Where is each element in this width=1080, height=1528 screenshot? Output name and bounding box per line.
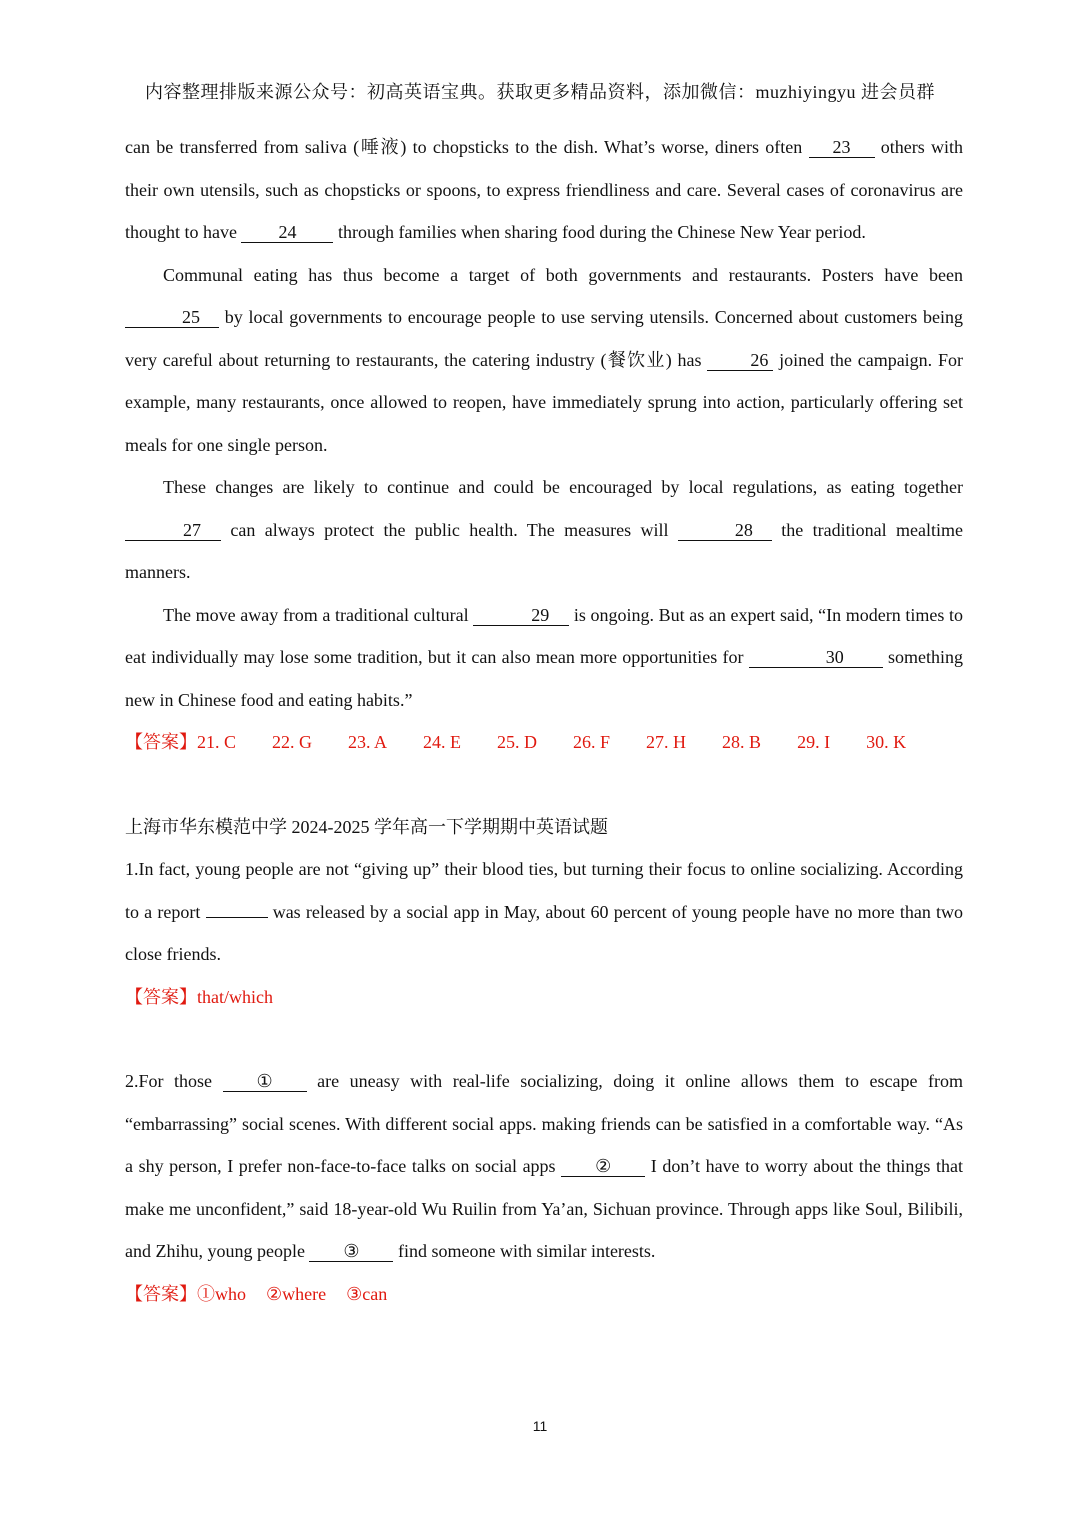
answer-item: 23. A xyxy=(348,732,388,752)
blank-q2-2: ② xyxy=(561,1156,645,1177)
answer-item: 30. K xyxy=(866,732,907,752)
section-title: 上海市华东模范中学 2024-2025 学年高一下学期期中英语试题 xyxy=(125,816,608,837)
answer-item: 29. I xyxy=(797,732,831,752)
blank-q1 xyxy=(206,917,268,918)
question-1: 1.In fact, young people are not “giving up” their blood ties, but turning their focus to online socializing. According to a report was released by a social app in May, about 60 percent of young people have no more than two close friends. xyxy=(125,859,964,964)
answer-tag: 【答案】 xyxy=(125,732,197,752)
blank-23: 23 xyxy=(809,137,875,158)
passage-paragraph-2: Communal eating has thus become a target of both governments and restaurants. Posters have been 25 by local governments to encourage people to use serving utensils. Concerned about customers being very careful about returning to restaurants, the catering industry (餐饮业) has 26 joined the campaign. For example, many restaurants, once allowed to reopen, have immediately sprung into action, particularly offering set meals for one single person. xyxy=(125,264,963,455)
blank-29: 29 xyxy=(473,605,569,626)
answer-item: 24. E xyxy=(423,732,462,752)
answer-q1: 【答案】that/which xyxy=(125,986,273,1007)
blank-27: 27 xyxy=(125,520,221,541)
passage-paragraph-1: can be transferred from saliva (唾液) to chopsticks to the dish. What’s worse, diners often 23 others with their own utensils, such as chopsticks or spoons, to express friendliness and care. Several cases of coronavirus are thought to have 24 through families when sharing food during the Chinese New Year period. xyxy=(125,137,963,242)
blank-24: 24 xyxy=(241,222,333,243)
passage-paragraph-4: The move away from a traditional cultural 29 is ongoing. But as an expert said, “In modern times to eat individually may lose some tradition, but it can also mean more opportunities for 30 something new in Chinese food and eating habits.” xyxy=(125,604,963,710)
answer-item: 22. G xyxy=(272,732,313,752)
question-2: 2.For those ① are uneasy with real-life socializing, doing it online allows them to escape from “embarrassing” social scenes. With different social apps. making friends can be satisfied in a comfortable way. “As a shy person, I prefer non-face-to-face talks on social apps ② I don’t have to worry about the things that make me unconfident,” said 18-year-old Wu Ruilin from Ya’an, Sichuan province. Through apps like Soul, Bilibili, and Zhihu, young people ③ find someone with similar interests. xyxy=(125,1071,964,1261)
answer-item: 27. H xyxy=(646,732,687,752)
page-header: 内容整理排版来源公众号：初高英语宝典。获取更多精品资料，添加微信：muzhiyingyu 进会员群 xyxy=(145,82,935,102)
spacer xyxy=(125,764,963,806)
answer-key-21-30 xyxy=(125,721,963,764)
blank-30: 30 xyxy=(749,647,883,668)
blank-q2-3: ③ xyxy=(309,1241,393,1262)
spacer xyxy=(125,1018,963,1060)
blank-25: 25 xyxy=(125,307,219,328)
blank-q2-1: ① xyxy=(223,1071,307,1092)
blank-26: 26 xyxy=(707,350,773,371)
blank-28: 28 xyxy=(678,520,772,541)
answer-item: 26. F xyxy=(573,732,611,752)
answer-q2: 【答案】①who ②where ③can xyxy=(125,1283,388,1304)
passage-paragraph-3: These changes are likely to continue and could be encouraged by local regulations, as eating together 27 can always protect the public health. The measures will 28 the traditional mealtime manners. xyxy=(125,477,963,582)
document-body xyxy=(125,126,963,1315)
answer-item: 28. B xyxy=(722,732,762,752)
answer-item: 21. C xyxy=(197,732,237,752)
page-number: 11 xyxy=(532,1418,548,1434)
answer-item: 25. D xyxy=(497,732,538,752)
